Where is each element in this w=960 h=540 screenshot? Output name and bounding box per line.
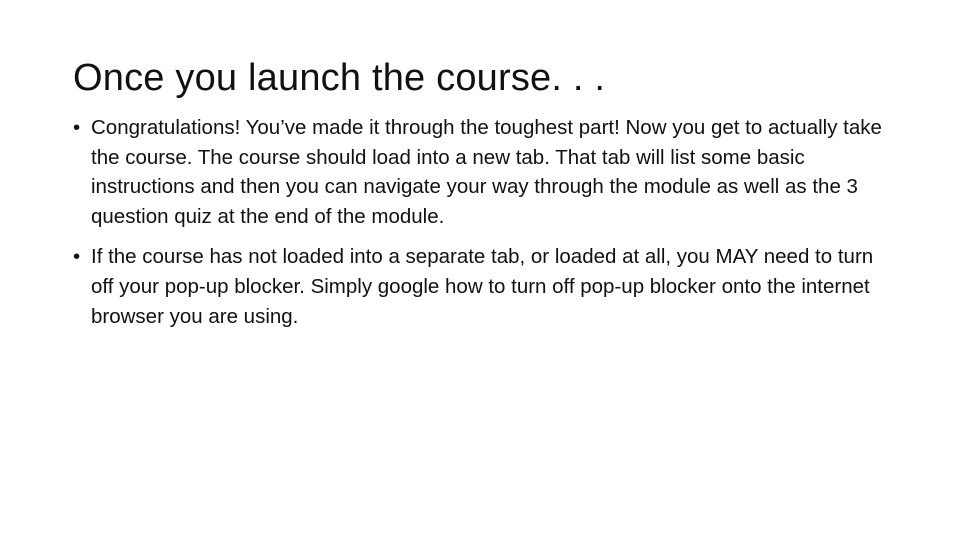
bullet-text: Congratulations! You’ve made it through the toughest part! Now you get to actually take the course. The course should load into a new tab. That tab will list some basic instructions and then you can navigate your way through the module as well as the 3 question quiz at the end of the module.: [91, 116, 882, 228]
bullet-item-congratulations: [73, 113, 893, 231]
bullet-icon: •: [73, 245, 81, 269]
bullet-item-popup-blocker: [73, 242, 893, 331]
bullet-text: If the course has not loaded into a separate tab, or loaded at all, you MAY need to turn off your pop-up blocker. Simply google how to turn off pop-up blocker onto the internet browser you are using.: [91, 245, 874, 328]
bullet-icon: •: [73, 116, 81, 139]
slide-title: Once you launch the course. . .: [73, 57, 606, 99]
bullet-list: [73, 113, 893, 342]
